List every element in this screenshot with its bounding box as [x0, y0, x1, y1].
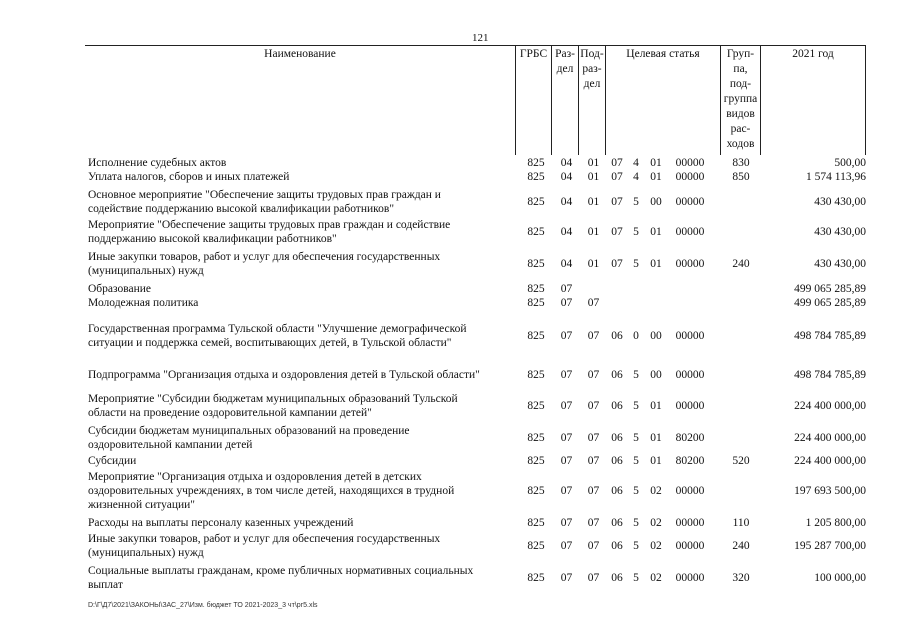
cell-grbs: 825 [527, 540, 545, 552]
cell-razdel: 07 [560, 432, 573, 444]
header-name: Наименование [264, 48, 336, 60]
table-row [88, 516, 866, 530]
cell-target-4: 00000 [675, 226, 705, 238]
cell-group: 830 [732, 157, 750, 169]
cell-grbs: 825 [527, 196, 545, 208]
cell-podrazdel: 07 [587, 369, 600, 381]
row-name: Расходы на выплаты персоналу казенных учреждений [88, 517, 354, 529]
cell-target-3: 00 [650, 369, 662, 381]
cell-target-2: 5 [633, 540, 639, 552]
cell-podrazdel: 07 [587, 540, 600, 552]
cell-grbs: 825 [527, 572, 545, 584]
cell-podrazdel: 07 [587, 432, 600, 444]
page-number: 121 [472, 32, 489, 44]
cell-grbs: 825 [527, 157, 545, 169]
cell-podrazdel: 07 [587, 485, 600, 497]
cell-razdel: 07 [560, 540, 573, 552]
cell-target-3: 01 [650, 432, 662, 444]
header-grbs: ГРБС [515, 46, 551, 155]
cell-amount: 224 400 000,00 [794, 455, 866, 467]
cell-podrazdel: 01 [587, 196, 600, 208]
cell-razdel: 07 [560, 330, 573, 342]
row-name: Образование [88, 283, 152, 295]
cell-grbs: 825 [527, 258, 545, 270]
cell-amount: 1 205 800,00 [805, 517, 866, 529]
cell-razdel: 07 [560, 283, 573, 295]
cell-razdel: 04 [560, 171, 573, 183]
cell-grbs: 825 [527, 171, 545, 183]
cell-target-2: 4 [633, 171, 639, 183]
cell-target-4: 00000 [675, 540, 705, 552]
cell-target-2: 5 [633, 400, 639, 412]
header-celevaya: Целевая статья [605, 46, 720, 155]
cell-razdel: 04 [560, 196, 573, 208]
cell-target-3: 02 [650, 540, 662, 552]
table-row [88, 282, 866, 296]
cell-target-1: 06 [611, 369, 623, 381]
cell-amount: 224 400 000,00 [794, 432, 866, 444]
cell-target-4: 00000 [675, 157, 705, 169]
cell-razdel: 07 [560, 297, 573, 309]
table-row [88, 156, 866, 170]
footer-path: D:\Г\Д7\2021\ЗАКОНЫ\ЗАС_27\Изм. бюджет ТО 2021-2023_3 чт\рг5.xls [88, 602, 318, 609]
cell-target-3: 01 [650, 171, 662, 183]
cell-target-3: 00 [650, 196, 662, 208]
cell-group: 240 [732, 258, 750, 270]
cell-amount: 100 000,00 [814, 572, 866, 584]
cell-amount: 498 784 785,89 [794, 330, 866, 342]
cell-amount: 430 430,00 [814, 226, 866, 238]
cell-grbs: 825 [527, 517, 545, 529]
table-row [88, 454, 866, 468]
cell-target-1: 07 [611, 171, 623, 183]
cell-grbs: 825 [527, 283, 545, 295]
cell-amount: 224 400 000,00 [794, 400, 866, 412]
cell-target-3: 01 [650, 455, 662, 467]
cell-target-1: 07 [611, 258, 623, 270]
row-name: Исполнение судебных актов [88, 157, 227, 169]
cell-target-4: 00000 [675, 572, 705, 584]
cell-group: 240 [732, 540, 750, 552]
cell-amount: 430 430,00 [814, 258, 866, 270]
row-name: Иные закупки товаров, работ и услуг для обеспечения государственных (муниципальных) нужд [88, 533, 441, 559]
row-name: Субсидии бюджетам муниципальных образований на проведение оздоровительной кампании детей [88, 425, 410, 451]
cell-podrazdel: 07 [587, 330, 600, 342]
row-name: Основное мероприятие "Обеспечение защиты трудовых прав граждан и содействие поддержанию высокой квалификации работников" [88, 189, 441, 215]
cell-grbs: 825 [527, 400, 545, 412]
row-name: Субсидии [88, 455, 137, 467]
header-podrazdel: Под- раз- дел [578, 46, 605, 155]
cell-podrazdel: 07 [587, 297, 600, 309]
table-row [88, 392, 866, 420]
cell-target-3: 01 [650, 258, 662, 270]
cell-target-2: 0 [633, 330, 639, 342]
header-gruppa: Груп- па, под- группа видов рас- ходов [720, 46, 760, 155]
cell-target-4: 00000 [675, 330, 705, 342]
cell-group: 850 [732, 171, 750, 183]
cell-grbs: 825 [527, 330, 545, 342]
cell-amount: 499 065 285,89 [794, 297, 866, 309]
cell-podrazdel: 01 [587, 157, 600, 169]
cell-razdel: 07 [560, 400, 573, 412]
cell-grbs: 825 [527, 485, 545, 497]
cell-amount: 197 693 500,00 [794, 485, 866, 497]
cell-podrazdel: 07 [587, 572, 600, 584]
row-name: Иные закупки товаров, работ и услуг для обеспечения государственных (муниципальных) нужд [88, 251, 441, 277]
row-name: Молодежная политика [88, 297, 199, 309]
cell-razdel: 04 [560, 157, 573, 169]
cell-target-4: 00000 [675, 171, 705, 183]
cell-target-4: 80200 [675, 455, 705, 467]
cell-group: 320 [732, 572, 750, 584]
table-row [88, 564, 866, 592]
cell-razdel: 07 [560, 517, 573, 529]
table-row [88, 170, 866, 184]
cell-amount: 500,00 [834, 157, 866, 169]
table-row [88, 218, 866, 246]
cell-target-1: 07 [611, 226, 623, 238]
cell-target-4: 00000 [675, 258, 705, 270]
table-row [88, 424, 866, 452]
cell-amount: 430 430,00 [814, 196, 866, 208]
cell-target-2: 5 [633, 572, 639, 584]
cell-target-1: 06 [611, 517, 623, 529]
row-name: Мероприятие "Обеспечение защиты трудовых прав граждан и содействие поддержанию высокой квалификации работников" [88, 219, 451, 245]
cell-target-2: 4 [633, 157, 639, 169]
row-name: Мероприятие "Организация отдыха и оздоровления детей в детских оздоровительных учреждениях, в том числе детей, находящихся в трудной жизненной ситуации" [88, 471, 455, 511]
cell-target-1: 06 [611, 432, 623, 444]
cell-target-1: 07 [611, 196, 623, 208]
table-row [88, 250, 866, 278]
cell-target-4: 00000 [675, 400, 705, 412]
cell-target-4: 00000 [675, 517, 705, 529]
cell-grbs: 825 [527, 455, 545, 467]
cell-grbs: 825 [527, 226, 545, 238]
table-row [88, 368, 866, 382]
cell-target-1: 06 [611, 540, 623, 552]
cell-amount: 498 784 785,89 [794, 369, 866, 381]
table-row [88, 296, 866, 310]
table-row [88, 470, 866, 512]
table-row [88, 322, 866, 350]
cell-razdel: 07 [560, 572, 573, 584]
cell-target-3: 01 [650, 400, 662, 412]
cell-target-3: 01 [650, 226, 662, 238]
cell-razdel: 04 [560, 226, 573, 238]
cell-grbs: 825 [527, 432, 545, 444]
cell-target-3: 02 [650, 485, 662, 497]
cell-target-1: 07 [611, 157, 623, 169]
table-header [85, 45, 866, 155]
cell-podrazdel: 07 [587, 517, 600, 529]
cell-podrazdel: 07 [587, 455, 600, 467]
cell-podrazdel: 07 [587, 400, 600, 412]
cell-target-2: 5 [633, 455, 639, 467]
row-name: Уплата налогов, сборов и иных платежей [88, 171, 290, 183]
cell-target-2: 5 [633, 369, 639, 381]
cell-podrazdel: 01 [587, 171, 600, 183]
cell-target-1: 06 [611, 400, 623, 412]
header-year: 2021 год [760, 46, 866, 155]
row-name: Мероприятие "Субсидии бюджетам муниципальных образований Тульской области на проведение оздоровительной кампании детей" [88, 393, 458, 419]
table-row [88, 188, 866, 216]
cell-target-2: 5 [633, 485, 639, 497]
cell-group: 110 [732, 517, 750, 529]
cell-grbs: 825 [527, 297, 545, 309]
cell-grbs: 825 [527, 369, 545, 381]
cell-razdel: 04 [560, 258, 573, 270]
cell-target-2: 5 [633, 432, 639, 444]
cell-target-2: 5 [633, 226, 639, 238]
header-razdel: Раз- дел [551, 46, 578, 155]
cell-target-4: 00000 [675, 485, 705, 497]
cell-target-1: 06 [611, 330, 623, 342]
cell-target-1: 06 [611, 455, 623, 467]
cell-target-3: 00 [650, 330, 662, 342]
table-row [88, 532, 866, 560]
row-name: Государственная программа Тульской области "Улучшение демографической ситуации и поддержка семей, воспитывающих детей, в Тульской области" [88, 323, 467, 349]
cell-amount: 499 065 285,89 [794, 283, 866, 295]
cell-target-2: 5 [633, 258, 639, 270]
cell-group: 520 [732, 455, 750, 467]
row-name: Социальные выплаты гражданам, кроме публичных нормативных социальных выплат [88, 565, 474, 591]
cell-target-3: 02 [650, 572, 662, 584]
cell-amount: 1 574 113,96 [806, 171, 866, 183]
cell-target-2: 5 [633, 517, 639, 529]
cell-target-3: 02 [650, 517, 662, 529]
cell-target-1: 06 [611, 572, 623, 584]
cell-target-1: 06 [611, 485, 623, 497]
cell-razdel: 07 [560, 455, 573, 467]
cell-target-4: 80200 [675, 432, 705, 444]
cell-amount: 195 287 700,00 [794, 540, 866, 552]
cell-target-4: 00000 [675, 196, 705, 208]
cell-razdel: 07 [560, 485, 573, 497]
cell-target-3: 01 [650, 157, 662, 169]
cell-podrazdel: 01 [587, 258, 600, 270]
cell-target-2: 5 [633, 196, 639, 208]
row-name: Подпрограмма "Организация отдыха и оздоровления детей в Тульской области" [88, 369, 480, 381]
cell-razdel: 07 [560, 369, 573, 381]
cell-target-4: 00000 [675, 369, 705, 381]
cell-podrazdel: 01 [587, 226, 600, 238]
